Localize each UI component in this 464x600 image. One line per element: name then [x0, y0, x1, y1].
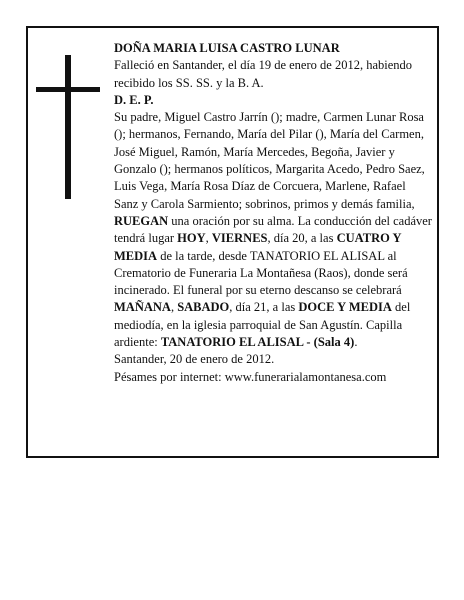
ruegan-word: RUEGAN: [114, 213, 169, 228]
day-20-text: , día 20, a las: [267, 231, 334, 246]
hoy-word: HOY: [177, 231, 206, 246]
date-line: Santander, 20 de enero de 2012.: [114, 352, 275, 367]
comma-1: ,: [205, 231, 209, 246]
rip-line: D. E. P.: [114, 92, 154, 107]
obituary-text: [114, 40, 432, 386]
deceased-name: DOÑA MARIA LUISA CASTRO LUNAR: [114, 41, 340, 55]
afternoon-text: de la tarde, desde TANATORIO EL ALISAL al Crematorio de Funeraria La Montañesa (Raos), donde será incinerado. El funeral por su eterno descanso se celebrará: [114, 248, 408, 298]
cross-icon: [36, 55, 100, 199]
death-statement: Falleció en Santander, el día 19 de enero de 2012, habiendo recibido los SS. SS. y la B. A.: [114, 58, 413, 90]
sabado-word: SABADO: [177, 300, 230, 315]
midday-text: del mediodía, en la iglesia parroquial de San Agustín. Capilla ardiente:: [114, 300, 411, 350]
manana-word: MAÑANA: [114, 300, 171, 315]
cuatro-y-media: CUATRO Y MEDIA: [114, 231, 402, 263]
doce-y-media: DOCE Y MEDIA: [298, 300, 392, 315]
day-21-text: , día 21, a las: [229, 300, 296, 315]
capilla-location: TANATORIO EL ALISAL - (Sala 4): [160, 335, 355, 350]
condolences-line: Pésames por internet: www.funerarialamontanesa.com: [114, 369, 387, 384]
comma-2: ,: [170, 300, 175, 315]
ruegan-rest: una oración por su alma. La conducción del cadáver tendrá lugar: [114, 213, 432, 246]
obituary-notice: [26, 26, 439, 458]
family-paragraph: [114, 109, 432, 351]
cross-horizontal-bar: [36, 87, 100, 92]
family-list: Su padre, Miguel Castro Jarrín (); madre, Carmen Lunar Rosa (); hermanos, Fernando, María del Pilar (), María del Carmen, José Miguel, Ramón, María Mercedes, Begoña, Javier y Gonzalo (); hermanos políticos, Margarita Acedo, Pedro Saez, Luis Vega, María Rosa Díaz de Corcuera, Marlene, Rafael Sanz y Carola Sarmiento; sobrinos, primos y demás familia,: [114, 110, 425, 211]
viernes-word: VIERNES: [211, 231, 268, 246]
capilla-period: .: [354, 335, 358, 350]
cross-vertical-bar: [65, 55, 71, 199]
